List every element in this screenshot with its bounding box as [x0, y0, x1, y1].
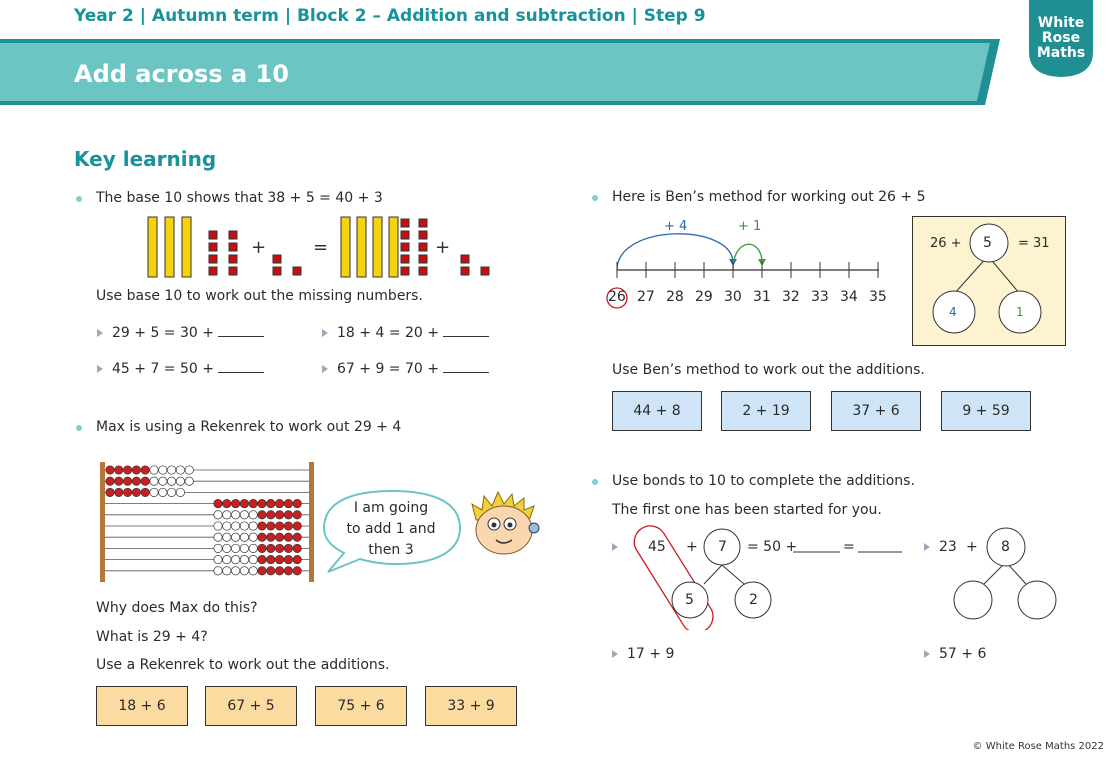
- bonds-intro: Use bonds to 10 to complete the additions.: [612, 473, 915, 489]
- logo-text: White Rose Maths: [1036, 15, 1086, 61]
- bond2-plus: +: [966, 539, 978, 555]
- bond-question: 57 + 6: [939, 646, 987, 662]
- white-bead: [159, 466, 167, 474]
- red-bead: [284, 567, 292, 575]
- red-bead: [115, 466, 123, 474]
- arrow-bullet: [924, 650, 930, 658]
- white-bead: [214, 555, 222, 563]
- red-bead: [223, 499, 231, 507]
- white-bead: [240, 522, 248, 530]
- ben-intro: Here is Ben’s method for working out 26 + 5: [612, 189, 926, 205]
- white-bead: [249, 567, 257, 575]
- red-bead: [258, 555, 266, 563]
- red-bead: [123, 488, 131, 496]
- number-line-label: 26: [608, 289, 626, 305]
- white-bead: [223, 511, 231, 519]
- red-bead: [267, 533, 275, 541]
- base10-item: 67 + 9 = 70 +: [337, 361, 489, 377]
- svg-text:=: =: [313, 237, 329, 258]
- ben-question-box: 37 + 6: [831, 391, 921, 431]
- bond-diagram-1: [630, 520, 930, 630]
- white-bead: [240, 555, 248, 563]
- tens-rods-left: [148, 217, 191, 277]
- base10-item: 45 + 7 = 50 +: [112, 361, 264, 377]
- red-bead: [258, 499, 266, 507]
- rekenrek-question-box: 75 + 6: [315, 686, 407, 726]
- white-bead: [159, 488, 167, 496]
- white-bead: [176, 477, 184, 485]
- red-bead: [249, 499, 257, 507]
- white-bead: [231, 555, 239, 563]
- tens-rods-right: [341, 217, 398, 277]
- red-bead: [231, 499, 239, 507]
- red-bead: [275, 511, 283, 519]
- red-bead: [141, 466, 149, 474]
- red-bead: [267, 522, 275, 530]
- white-bead: [150, 488, 158, 496]
- white-bead: [223, 567, 231, 575]
- svg-text:+: +: [435, 237, 451, 258]
- arrow-bullet: [322, 329, 328, 337]
- arrow-bullet: [322, 365, 328, 373]
- white-bead: [249, 522, 257, 530]
- rekenrek: [98, 462, 318, 582]
- white-bead: [150, 466, 158, 474]
- red-bead: [275, 555, 283, 563]
- arrow-bullet: [612, 543, 618, 551]
- red-bead: [115, 477, 123, 485]
- answer-blank[interactable]: [218, 362, 264, 373]
- red-bead: [106, 466, 114, 474]
- red-bead: [293, 511, 301, 519]
- red-bead: [293, 555, 301, 563]
- bond2-number: 23: [939, 539, 957, 555]
- rekenrek-question-box: 18 + 6: [96, 686, 188, 726]
- answer-blank[interactable]: [218, 326, 264, 337]
- ben-task: Use Ben’s method to work out the additions.: [612, 362, 925, 378]
- bullet: [592, 479, 598, 485]
- base10-item: 29 + 5 = 30 +: [112, 325, 264, 341]
- bonds-started: The first one has been started for you.: [612, 502, 882, 518]
- number-line-label: 32: [782, 289, 800, 305]
- white-bead: [214, 544, 222, 552]
- white-bead: [249, 533, 257, 541]
- breadcrumb: Year 2 | Autumn term | Block 2 – Addition and subtraction | Step 9: [74, 6, 706, 26]
- copyright: © White Rose Maths 2022: [972, 741, 1104, 752]
- base10-item: 18 + 4 = 20 +: [337, 325, 489, 341]
- red-bead: [123, 477, 131, 485]
- bond1-number: 45: [648, 539, 666, 555]
- white-bead: [214, 522, 222, 530]
- red-bead: [284, 499, 292, 507]
- partition-result: = 31: [1018, 236, 1050, 251]
- white-bead: [240, 533, 248, 541]
- bond1-part-2: 2: [749, 592, 758, 608]
- bond1-equation: = 50 +: [747, 539, 798, 555]
- jump-label-1: + 1: [738, 219, 762, 234]
- red-bead: [275, 522, 283, 530]
- white-bead: [223, 522, 231, 530]
- red-bead: [275, 499, 283, 507]
- white-bead: [240, 567, 248, 575]
- red-bead: [132, 466, 140, 474]
- ben-question-box: 9 + 59: [941, 391, 1031, 431]
- white-bead: [240, 544, 248, 552]
- red-bead: [123, 466, 131, 474]
- white-bead: [223, 533, 231, 541]
- red-bead: [284, 511, 292, 519]
- white-bead: [185, 477, 193, 485]
- number-line-label: 31: [753, 289, 771, 305]
- rekenrek-intro: Max is using a Rekenrek to work out 29 + 4: [96, 419, 402, 435]
- red-bead: [293, 522, 301, 530]
- red-bead: [141, 488, 149, 496]
- bullet: [592, 195, 598, 201]
- white-bead: [231, 522, 239, 530]
- white-bead: [249, 555, 257, 563]
- red-bead: [258, 533, 266, 541]
- rekenrek-task: Use a Rekenrek to work out the additions.: [96, 657, 390, 673]
- red-bead: [258, 544, 266, 552]
- red-bead: [267, 511, 275, 519]
- bond1-addend: 7: [718, 539, 727, 555]
- red-bead: [267, 499, 275, 507]
- partition-part-4: 4: [949, 305, 957, 319]
- question-1: Why does Max do this?: [96, 600, 258, 616]
- jump-label-4: + 4: [664, 219, 688, 234]
- partition-part-1: 1: [1016, 305, 1024, 319]
- red-bead: [258, 567, 266, 575]
- red-bead: [267, 567, 275, 575]
- number-line-label: 29: [695, 289, 713, 305]
- red-bead: [115, 488, 123, 496]
- arrow-bullet: [924, 543, 930, 551]
- bond2-addend: 8: [1001, 539, 1010, 555]
- red-bead: [275, 533, 283, 541]
- red-bead: [275, 567, 283, 575]
- white-bead: [214, 511, 222, 519]
- base10-intro: The base 10 shows that 38 + 5 = 40 + 3: [96, 190, 383, 206]
- answer-blank[interactable]: [443, 362, 489, 373]
- white-bead: [231, 544, 239, 552]
- red-bead: [284, 555, 292, 563]
- red-bead: [132, 488, 140, 496]
- white-bead: [167, 466, 175, 474]
- red-bead: [293, 533, 301, 541]
- arrow-bullet: [97, 365, 103, 373]
- bond1-equals: =: [843, 539, 855, 555]
- red-bead: [106, 488, 114, 496]
- speech-text: I am going to add 1 and then 3: [346, 500, 436, 558]
- white-bead: [223, 544, 231, 552]
- white-bead: [214, 567, 222, 575]
- red-bead: [132, 477, 140, 485]
- white-bead: [176, 466, 184, 474]
- number-line-label: 35: [869, 289, 887, 305]
- base10-task: Use base 10 to work out the missing numbers.: [96, 288, 423, 304]
- number-line-label: 28: [666, 289, 684, 305]
- red-bead: [275, 544, 283, 552]
- white-bead: [249, 544, 257, 552]
- white-bead: [167, 477, 175, 485]
- red-bead: [267, 544, 275, 552]
- white-bead: [176, 488, 184, 496]
- white-bead: [223, 555, 231, 563]
- bullet: [76, 425, 82, 431]
- white-bead: [214, 533, 222, 541]
- arrow-bullet: [97, 329, 103, 337]
- bond-question: 17 + 9: [627, 646, 675, 662]
- white-bead: [231, 533, 239, 541]
- answer-blank[interactable]: [443, 326, 489, 337]
- white-bead: [167, 488, 175, 496]
- page-title: Add across a 10: [74, 60, 289, 88]
- question-2: What is 29 + 4?: [96, 629, 208, 645]
- red-bead: [258, 511, 266, 519]
- section-heading: Key learning: [74, 147, 217, 171]
- ben-question-box: 44 + 8: [612, 391, 702, 431]
- rekenrek-question-box: 33 + 9: [425, 686, 517, 726]
- red-bead: [240, 499, 248, 507]
- max-character: [468, 490, 542, 558]
- number-line-label: 30: [724, 289, 742, 305]
- red-bead: [141, 477, 149, 485]
- white-bead: [185, 466, 193, 474]
- white-bead: [159, 477, 167, 485]
- red-bead: [258, 522, 266, 530]
- rekenrek-question-box: 67 + 5: [205, 686, 297, 726]
- white-bead: [240, 511, 248, 519]
- ben-question-box: 2 + 19: [721, 391, 811, 431]
- red-bead: [293, 567, 301, 575]
- bond-diagram-2: [940, 520, 1070, 630]
- number-line-label: 33: [811, 289, 829, 305]
- arrow-bullet: [612, 650, 618, 658]
- red-bead: [267, 555, 275, 563]
- red-bead: [293, 544, 301, 552]
- red-bead: [284, 533, 292, 541]
- base10-diagram: [145, 215, 495, 279]
- red-bead: [214, 499, 222, 507]
- bond1-plus: +: [686, 539, 698, 555]
- red-bead: [106, 477, 114, 485]
- partition-whole: 5: [983, 235, 992, 251]
- red-bead: [293, 499, 301, 507]
- white-bead: [150, 477, 158, 485]
- bullet: [76, 196, 82, 202]
- svg-text:+: +: [251, 237, 267, 258]
- white-bead: [249, 511, 257, 519]
- number-line-label: 34: [840, 289, 858, 305]
- white-bead: [231, 511, 239, 519]
- number-line-label: 27: [637, 289, 655, 305]
- partition-left-text: 26 +: [930, 236, 962, 251]
- red-bead: [284, 522, 292, 530]
- white-bead: [231, 567, 239, 575]
- red-bead: [284, 544, 292, 552]
- bond1-part-5: 5: [685, 592, 694, 608]
